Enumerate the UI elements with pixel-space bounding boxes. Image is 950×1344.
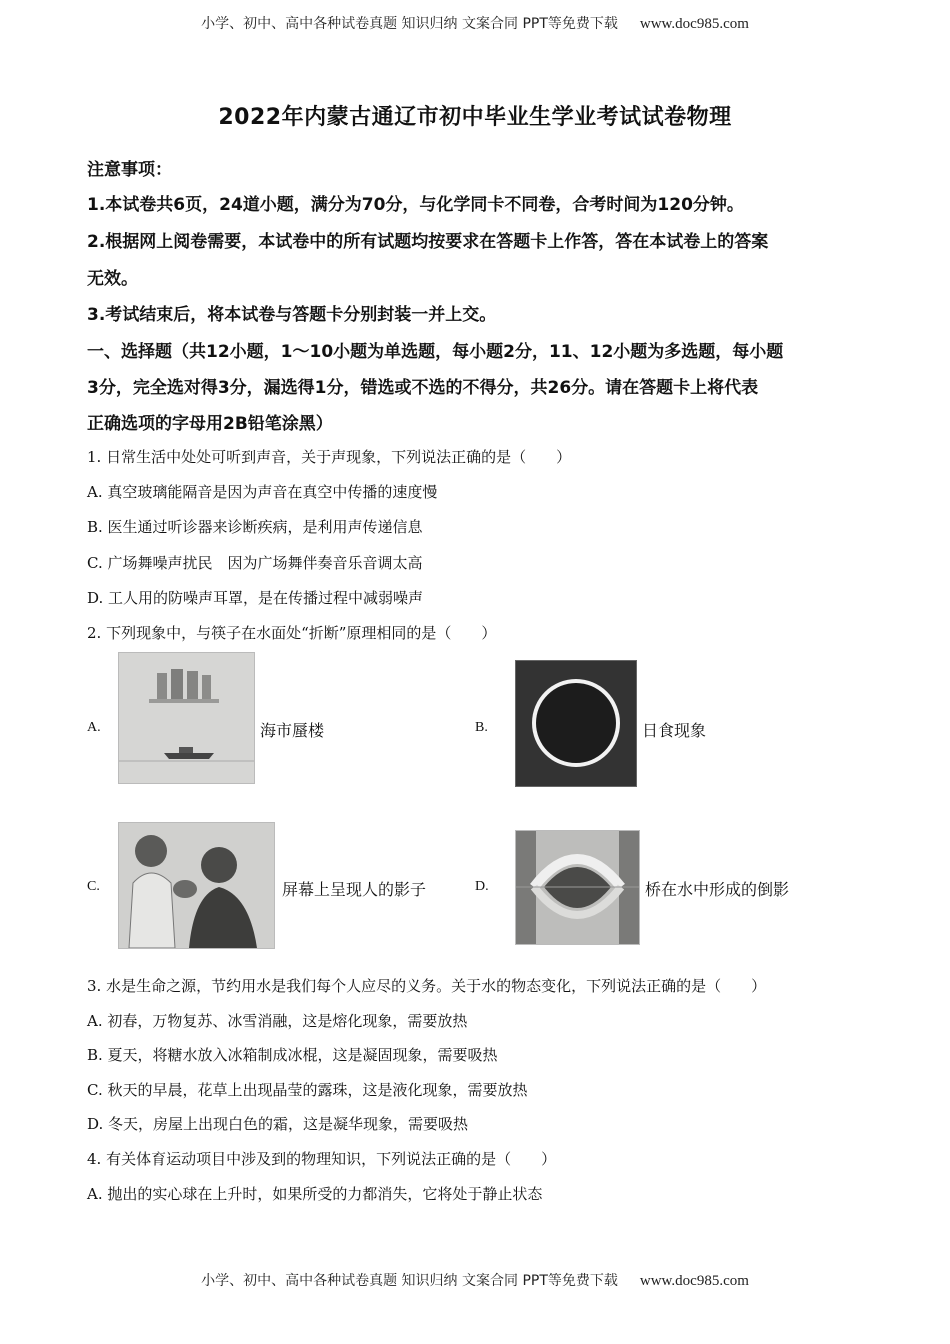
bridge-reflection-photo-icon [515,830,640,945]
q3-option-d: D. 冬天，房屋上出现白色的霜，这是凝华现象，需要吸热 [87,1115,469,1133]
q3-option-a: A. 初春，万物复苏、冰雪消融，这是熔化现象，需要放热 [87,1012,468,1030]
q1-option-c: C. 广场舞噪声扰民 因为广场舞伴奏音乐音调太高 [87,554,423,572]
header-site-link[interactable]: www.doc985.com [639,16,749,32]
footer-site-link[interactable]: www.doc985.com [639,1273,749,1289]
header-text: 小学、初中、高中各种试卷真题 知识归纳 文案合同 PPT等免费下载 [201,16,618,32]
notice-item-1: 1.本试卷共6页，24道小题，满分为70分，与化学同卡不同卷，合考时间为120分钟。 [87,195,744,215]
q2-stem: 2. 下列现象中，与筷子在水面处“折断”原理相同的是（ ） [87,624,497,642]
q2-option-b-label: B. [475,720,488,735]
mirage-photo-icon [118,652,255,784]
q4-option-a: A. 抛出的实心球在上升时，如果所受的力都消失，它将处于静止状态 [87,1185,543,1203]
notice-item-3: 3.考试结束后，将本试卷与答题卡分别封装一并上交。 [87,305,497,325]
notice-item-2-cont: 无效。 [87,269,138,289]
notice-item-2: 2.根据网上阅卷需要，本试卷中的所有试题均按要求在答题卡上作答，答在本试卷上的答案 [87,232,769,252]
q2-option-d-caption: 桥在水中形成的倒影 [645,880,790,899]
page-footer [0,1270,950,1290]
notice-heading: 注意事项： [87,160,172,180]
q3-option-c: C. 秋天的早晨，花草上出现晶莹的露珠，这是液化现象，需要放热 [87,1081,528,1099]
q2-option-c-caption: 屏幕上呈现人的影子 [282,880,427,899]
footer-text: 小学、初中、高中各种试卷真题 知识归纳 文案合同 PPT等免费下载 [201,1273,618,1289]
q2-option-b-caption: 日食现象 [642,721,707,740]
section1-line-1: 一、选择题（共12小题，1～10小题为单选题，每小题2分，11、12小题为多选题，每小题 [87,342,784,362]
q3-option-b: B. 夏天，将糖水放入冰箱制成冰棍，这是凝固现象，需要吸热 [87,1046,498,1064]
q2-option-a-label: A. [87,720,101,735]
page-title: 2022年内蒙古通辽市初中毕业生学业考试试卷物理 [218,105,732,130]
q1-option-a: A. 真空玻璃能隔音是因为声音在真空中传播的速度慢 [87,483,438,501]
q2-option-a-caption: 海市蜃楼 [260,721,325,740]
page-header [0,13,950,33]
q3-stem: 3. 水是生命之源，节约用水是我们每个人应尽的义务。关于水的物态变化，下列说法正确的是（ ） [87,977,767,995]
q2-option-d-label: D. [475,879,489,894]
section1-line-2: 3分，完全选对得3分，漏选得1分，错选或不选的不得分，共26分。请在答题卡上将代表 [87,378,759,398]
q1-option-b: B. 医生通过听诊器来诊断疾病，是利用声传递信息 [87,518,423,536]
q1-option-d: D. 工人用的防噪声耳罩，是在传播过程中减弱噪声 [87,589,424,607]
q2-option-c-label: C. [87,879,100,894]
section1-line-3: 正确选项的字母用2B铅笔涂黑） [87,414,333,434]
shadow-photo-icon [118,822,275,949]
eclipse-photo-icon [515,660,637,787]
q4-stem: 4. 有关体育运动项目中涉及到的物理知识，下列说法正确的是（ ） [87,1150,557,1168]
q1-stem: 1. 日常生活中处处可听到声音，关于声现象，下列说法正确的是（ ） [87,448,572,466]
